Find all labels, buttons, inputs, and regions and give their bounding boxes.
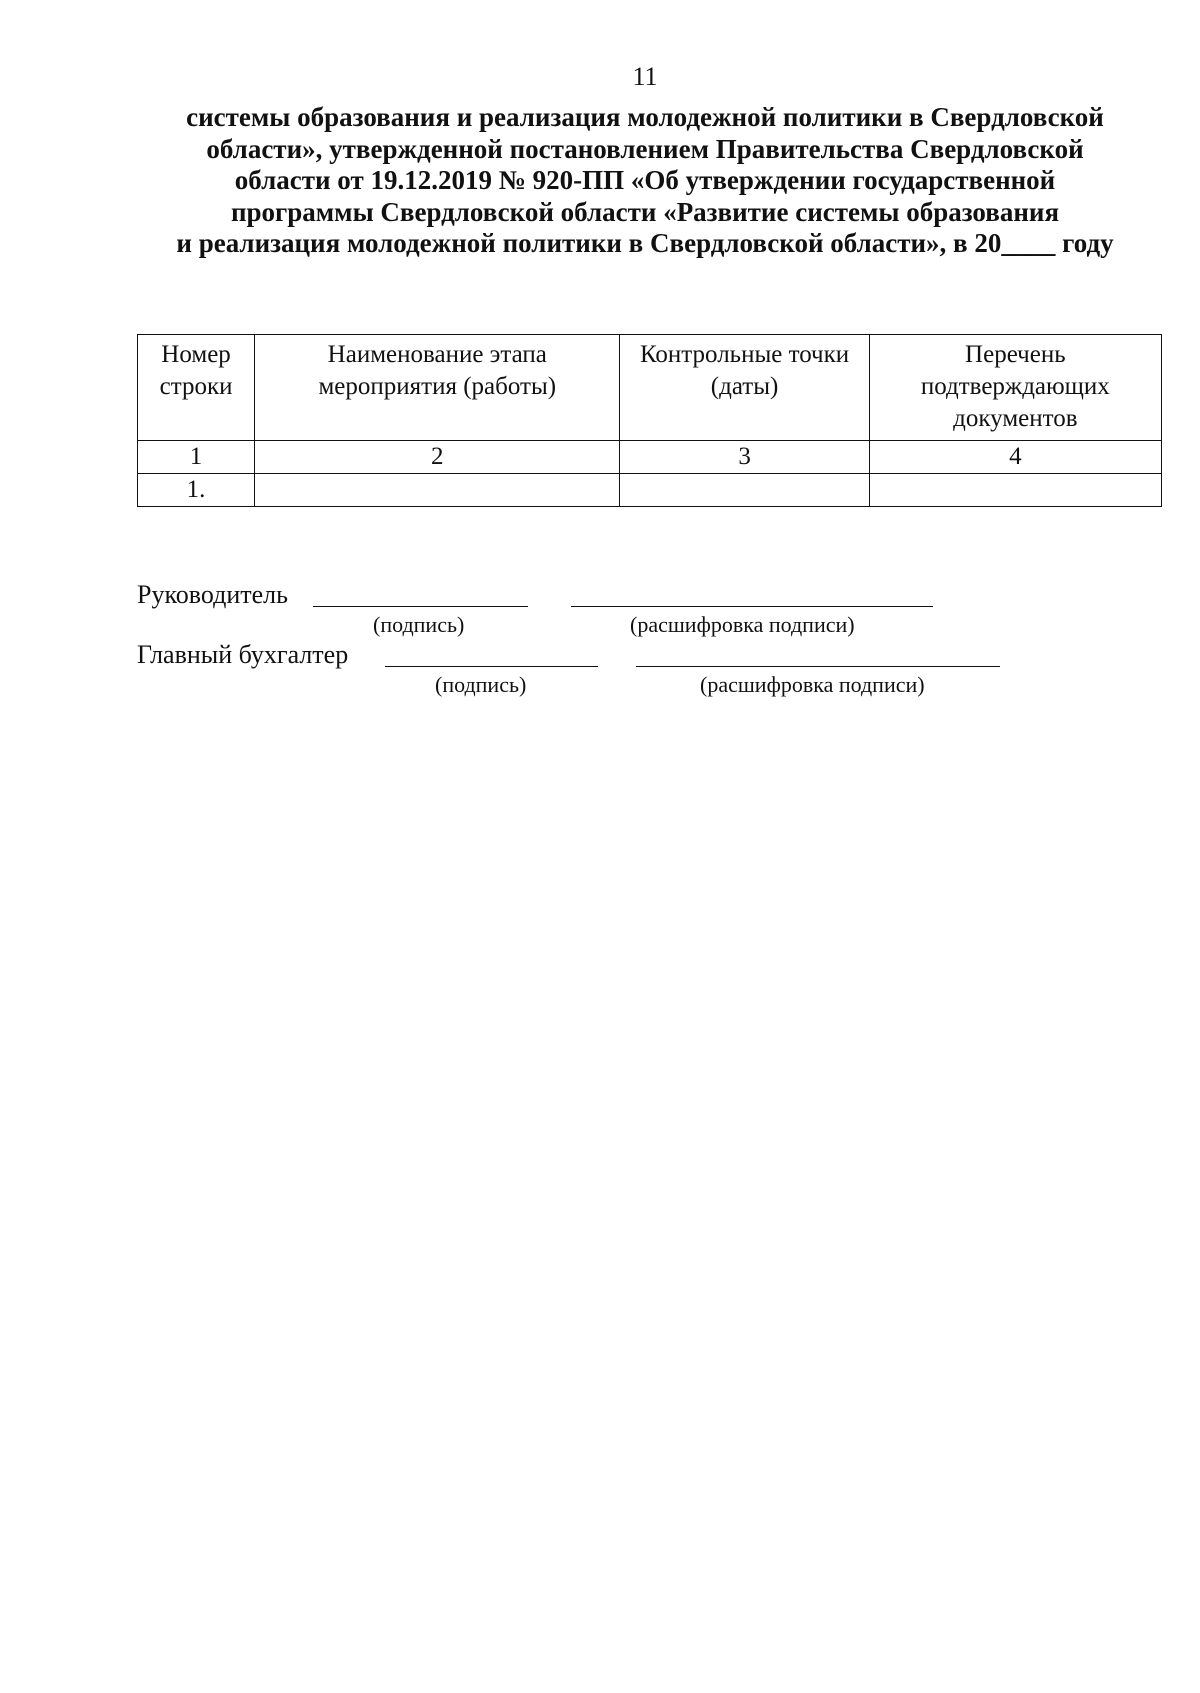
document-heading xyxy=(130,102,1160,260)
page-number: 11 xyxy=(632,62,658,91)
chief-accountant-signature-caption: (подпись) xyxy=(435,672,527,697)
heading-line: области», утвержденной постановлением Правительства Свердловской xyxy=(206,133,1084,164)
column-number: 2 xyxy=(255,441,620,474)
header-control-points: Контрольные точки (даты) xyxy=(620,335,869,441)
heading-line: и реализация молодежной политики в Свердловской области», в 20____ году xyxy=(176,228,1114,258)
table-cell xyxy=(620,474,869,507)
column-number: 3 xyxy=(620,441,869,474)
chief-accountant-label: Главный бухгалтер xyxy=(137,640,349,669)
table-row xyxy=(138,474,1162,507)
column-number: 4 xyxy=(869,441,1161,474)
heading-line: программы Свердловской области «Развитие системы образования xyxy=(230,196,1060,227)
director-signature-line xyxy=(313,606,528,607)
chief-accountant-signature-line xyxy=(385,666,598,667)
heading-line: области от 19.12.2019 № 920-ПП «Об утверждении государственной xyxy=(234,165,1056,195)
stages-table xyxy=(137,334,1162,507)
header-row-number: Номер строки xyxy=(138,335,255,441)
chief-accountant-transcript-line xyxy=(636,666,1000,667)
heading-line: системы образования и реализация молодежной политики в Свердловской xyxy=(186,102,1104,132)
column-number: 1 xyxy=(138,441,255,474)
director-transcript-caption: (расшифровка подписи) xyxy=(630,612,855,637)
table-cell: 1. xyxy=(138,474,255,507)
table-header-row xyxy=(138,335,1162,441)
table-cell xyxy=(255,474,620,507)
column-number-row xyxy=(138,441,1162,474)
header-stage-name: Наименование этапа мероприятия (работы) xyxy=(255,335,620,441)
director-label: Руководитель xyxy=(137,580,288,609)
chief-accountant-transcript-caption: (расшифровка подписи) xyxy=(700,672,925,697)
table-cell xyxy=(869,474,1161,507)
header-documents: Перечень подтверждающих документов xyxy=(869,335,1161,441)
director-signature-caption: (подпись) xyxy=(373,612,465,637)
director-transcript-line xyxy=(571,606,933,607)
